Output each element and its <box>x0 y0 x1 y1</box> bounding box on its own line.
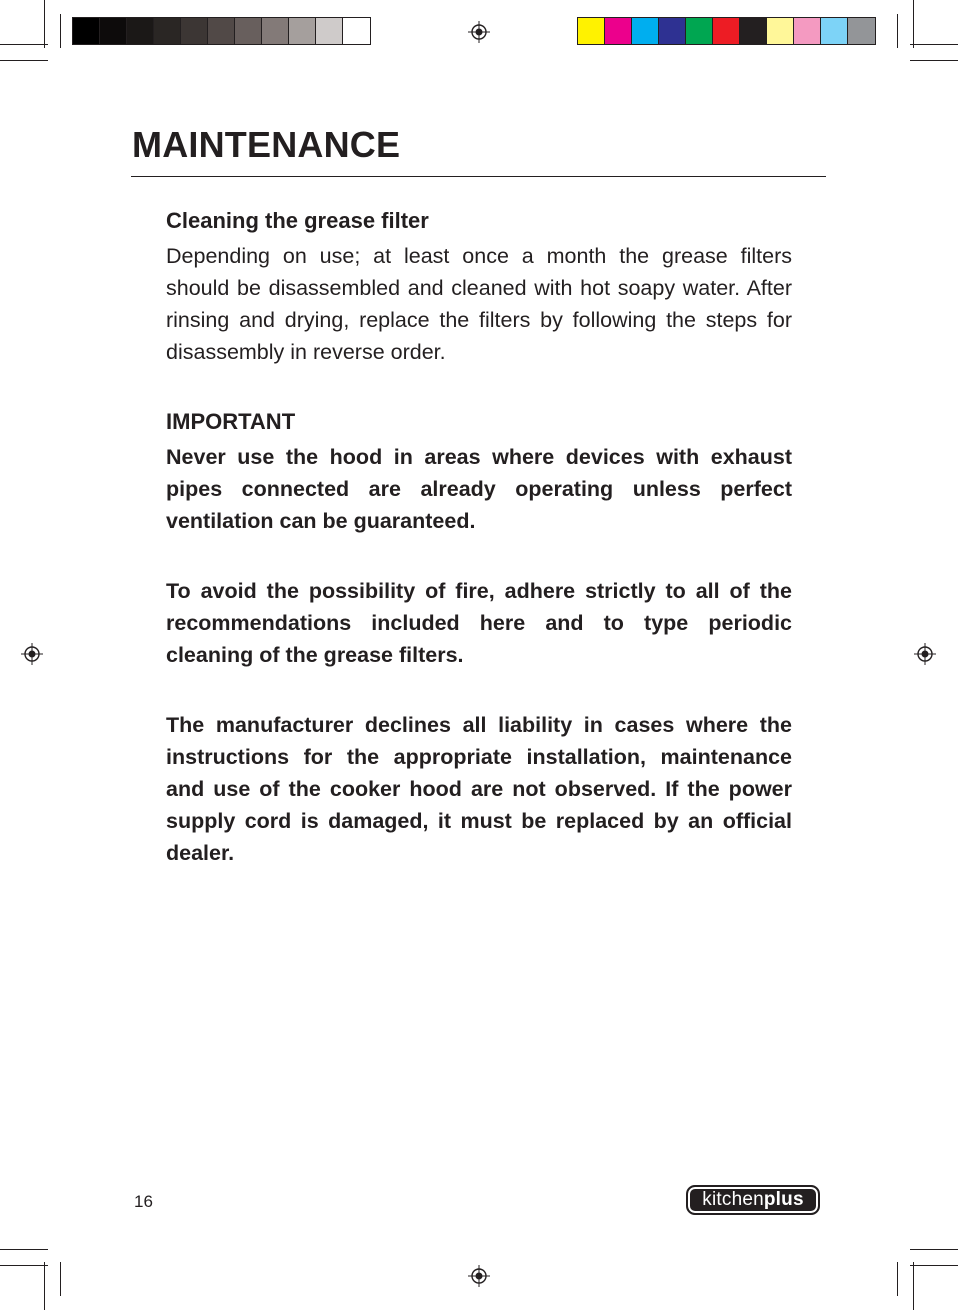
process-swatch-3 <box>632 18 659 44</box>
grayscale-swatch-7 <box>235 18 262 44</box>
grayscale-swatch-9 <box>289 18 316 44</box>
grayscale-swatch-8 <box>262 18 289 44</box>
grayscale-swatch-2 <box>100 18 127 44</box>
registration-mark-top-icon <box>468 21 490 43</box>
process-swatch-8 <box>767 18 794 44</box>
registration-mark-right-icon <box>914 643 936 665</box>
process-swatch-2 <box>605 18 632 44</box>
page-number: 16 <box>134 1192 153 1211</box>
process-swatch-7 <box>740 18 767 44</box>
cleaning-heading: Cleaning the grease filter <box>166 208 429 233</box>
process-swatch-6 <box>713 18 740 44</box>
process-swatch-9 <box>794 18 821 44</box>
grayscale-swatch-1 <box>73 18 100 44</box>
liability-paragraph: The manufacturer declines all liability in cases where the instructions for the appropriate installation, maintenance and use of the cooker hood are not observed. If the power supply cord is damaged, it must be replaced by an official dealer. <box>166 713 792 865</box>
grayscale-swatch-5 <box>181 18 208 44</box>
process-swatch-1 <box>578 18 605 44</box>
cleaning-paragraph: Depending on use; at least once a month the grease filters should be disassembled and cleaned with hot soapy water. After rinsing and drying, replace the filters by following the steps for disassembly in reverse order. <box>166 244 792 364</box>
logo-text-plus: plus <box>763 1189 804 1210</box>
grayscale-swatch-6 <box>208 18 235 44</box>
title-divider <box>131 176 826 177</box>
process-swatch-11 <box>848 18 875 44</box>
fire-warning-paragraph: To avoid the possibility of fire, adhere strictly to all of the recommendations included here and to type periodic cleaning of the grease filters. <box>166 579 792 667</box>
process-swatch-10 <box>821 18 848 44</box>
registration-mark-bottom-icon <box>468 1265 490 1287</box>
grayscale-color-bar <box>72 17 371 45</box>
process-swatch-4 <box>659 18 686 44</box>
maintenance-content <box>166 205 792 869</box>
process-color-bar <box>577 17 876 45</box>
kitchenplus-logo <box>686 1185 820 1215</box>
grayscale-swatch-10 <box>316 18 343 44</box>
grayscale-swatch-4 <box>154 18 181 44</box>
grayscale-swatch-3 <box>127 18 154 44</box>
important-paragraph: Never use the hood in areas where devices with exhaust pipes connected are already operating unless perfect ventilation can be guaranteed. <box>166 445 792 533</box>
process-swatch-5 <box>686 18 713 44</box>
logo-text-kitchen: kitchen <box>702 1189 764 1210</box>
important-heading: IMPORTANT <box>166 409 296 434</box>
grayscale-swatch-11 <box>343 18 370 44</box>
page-title: MAINTENANCE <box>132 124 401 165</box>
registration-mark-left-icon <box>21 643 43 665</box>
